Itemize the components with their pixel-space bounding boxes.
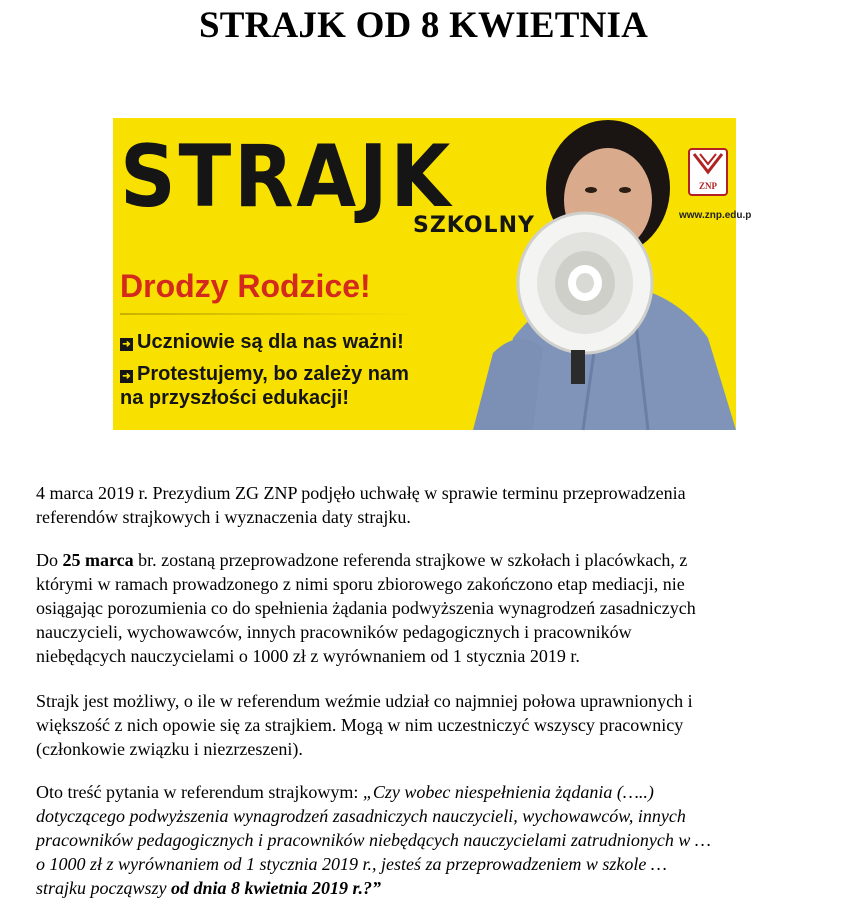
znp-logo: ZNP	[688, 148, 728, 196]
banner-bullet-2: ➜ Protestujemy, bo zależy nam na przyszłości edukacji!	[120, 363, 409, 409]
arrow-right-icon: ➜	[120, 338, 133, 351]
znp-url: www.znp.edu.p	[679, 210, 752, 221]
paragraph-1: 4 marca 2019 r. Prezydium ZG ZNP podjęło uchwałę w sprawie terminu przeprowadzenia referendów strajkowych i wyznaczenia daty strajku.	[36, 483, 686, 527]
banner-szkolny-word: SZKOLNY	[413, 213, 535, 238]
paragraph-2: Do 25 marca br. zostaną przeprowadzone referenda strajkowe w szkołach i placówkach, z którymi w ramach prowadzonego z nimi sporu zbiorowego zakończono etap mediacji, nie osiągając porozumienia co do spełnienia żądania podwyższenia wynagrodzeń zasadniczych nauczycieli, wychowawców, innych pracowników pedagogicznych i pracowników niebędących nauczycielami o 1000 zł z wyrównaniem od 1 stycznia 2019 r.	[36, 550, 696, 666]
banner-bullet-1: ➜ Uczniowie są dla nas ważni!	[120, 330, 404, 354]
znp-emblem-icon	[690, 150, 726, 180]
paragraph-3: Strajk jest możliwy, o ile w referendum weźmie udział co najmniej połowa uprawnionych i większość z nich opowie się za strajkiem. Mogą w nim uczestniczyć wszyscy pracownicy (członkowie związku i niezrzeszeni).	[36, 691, 693, 759]
banner-strajk-word: STRAJK	[120, 127, 454, 227]
strike-banner	[113, 118, 752, 430]
arrow-right-icon: ➜	[120, 370, 133, 383]
paragraph-4-referendum-question: Oto treść pytania w referendum strajkowym: „Czy wobec niespełnienia żądania (…..) dotyczącego podwyższenia wynagrodzeń zasadniczych nauczycieli, wychowawców, innych pracowników pedagogicznych i pracowników niebędących nauczycielami zatrudnionych w … o 1000 zł z wyrównaniem od 1 stycznia 2019 r., jesteś za przeprowadzeniem w szkole … strajku począwszy od dnia 8 kwietnia 2019 r.?”	[36, 782, 711, 898]
heading-underline	[120, 313, 415, 315]
page-title: STRAJK OD 8 KWIETNIA	[198, 5, 649, 46]
banner-heading: Drodzy Rodzice!	[120, 268, 371, 304]
